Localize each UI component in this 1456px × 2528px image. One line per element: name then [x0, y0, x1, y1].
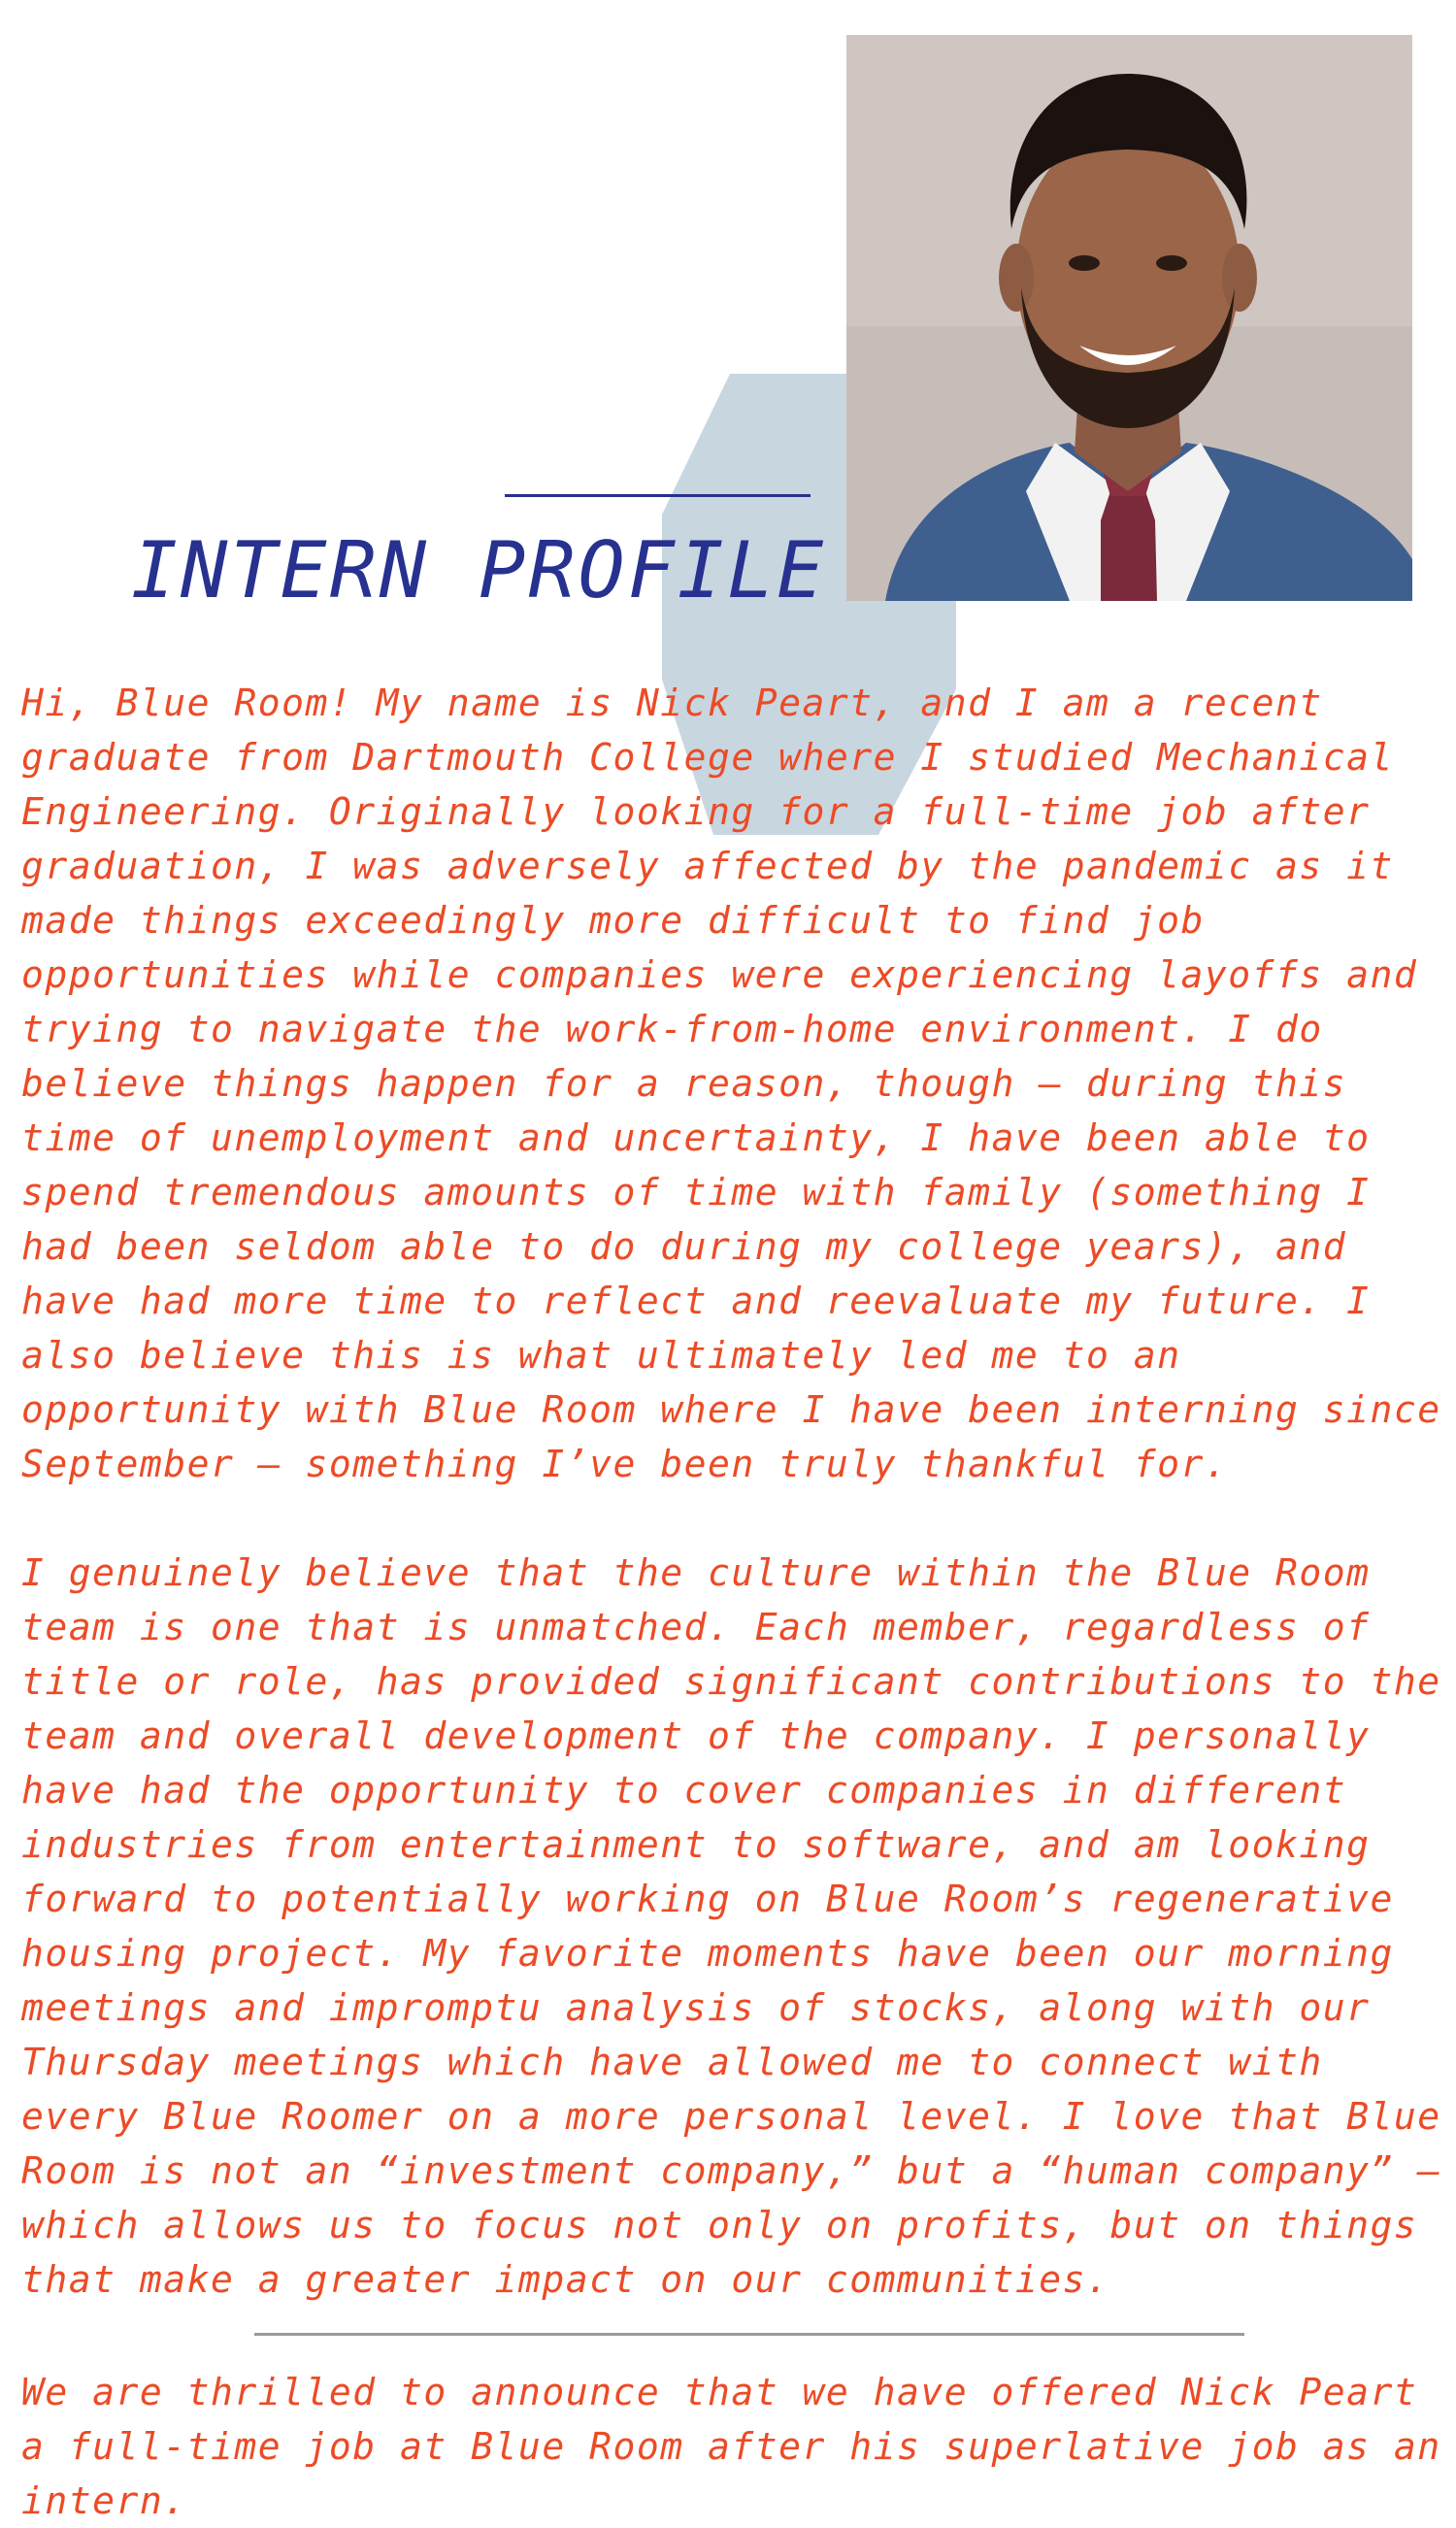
intern-photo	[846, 35, 1412, 601]
portrait-image	[846, 35, 1412, 601]
profile-paragraph-intro: Hi, Blue Room! My name is Nick Peart, and I am a recent graduate from Dartmouth College where I studied Mechanical Engineering. Originally looking for a full-time job after graduation, I was adversely affected by the pandemic as it made things exceedingly more difficult to find job opportunities while companies were experiencing layoffs and trying to navigate the work-from-home environment. I do believe things happen for a reason, though — during this time of unemployment and uncertainty, I have been able to spend tremendous amounts of time with family (something I had been seldom able to do during my college years), and have had more time to reflect and reevaluate my future. I also believe this is what ultimately led me to an opportunity with Blue Room where I have been interning since September — something I’ve been truly thankful for.	[21, 682, 1441, 1485]
profile-body	[21, 676, 1448, 2307]
page-title: INTERN PROFILE	[131, 525, 827, 615]
section-divider	[254, 2333, 1244, 2336]
profile-paragraph-culture: I genuinely believe that the culture within the Blue Room team is one that is unmatched. Each member, regardless of title or role, has provided significant contributions to the team and overall development of the company. I personally have had the opportunity to cover companies in different industries from entertainment to software, and am looking forward to potentially working on Blue Room’s regenerative housing project. My favorite moments have been our morning meetings and impromptu analysis of stocks, along with our Thursday meetings which have allowed me to connect with every Blue Roomer on a more personal level. I love that Blue Room is not an “investment company,” but a “human company” — which allows us to focus not only on profits, but on things that make a greater impact on our communities.	[21, 1551, 1441, 2301]
announcement-text: We are thrilled to announce that we have offered Nick Peart a full-time job at Blue Room after his superlative job as an intern.	[21, 2371, 1441, 2522]
title-rule	[505, 494, 811, 497]
